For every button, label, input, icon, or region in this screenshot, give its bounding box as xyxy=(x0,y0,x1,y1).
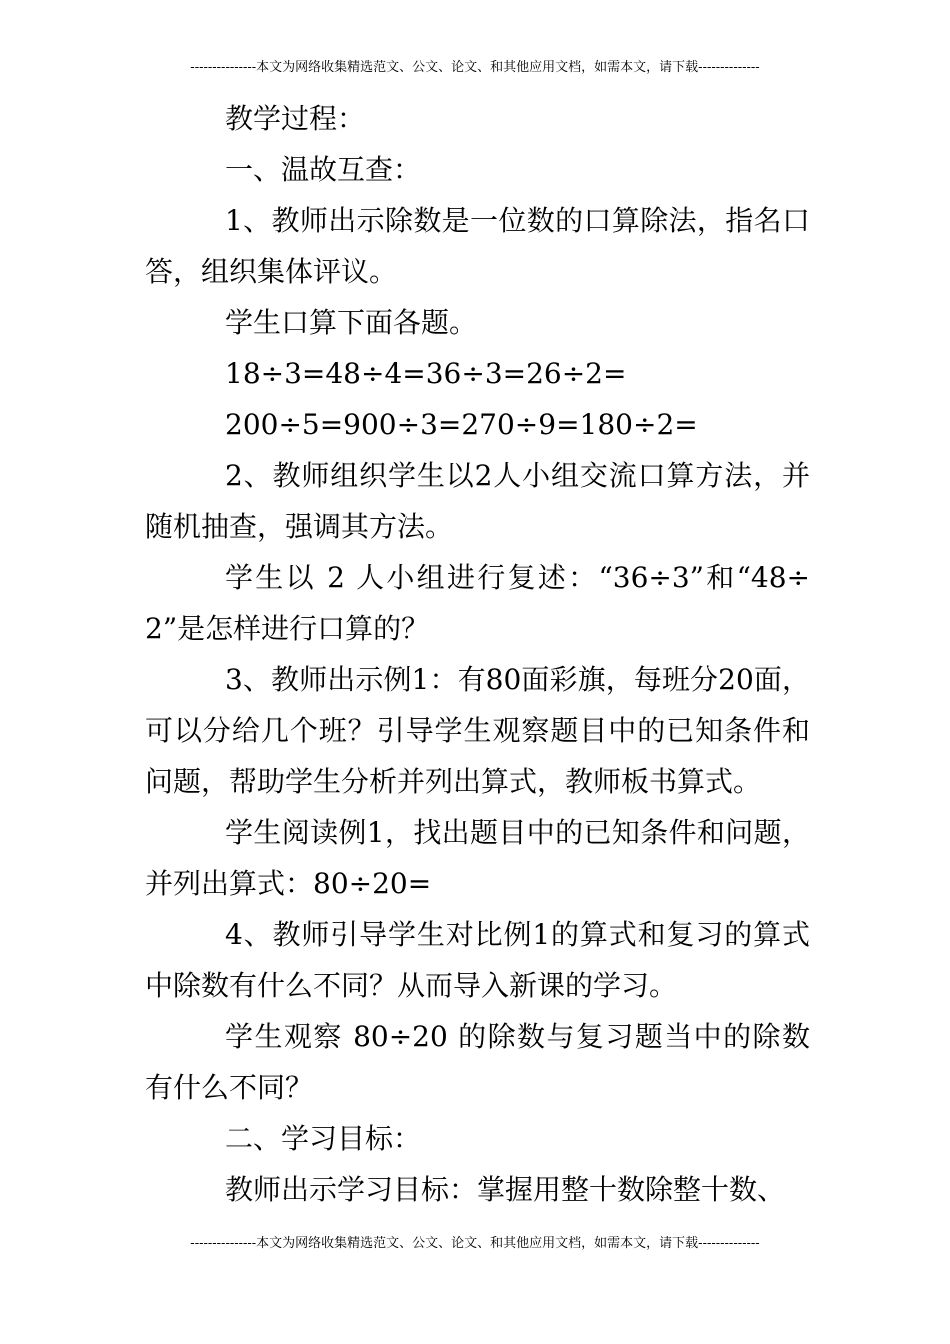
paragraph-student-task-4: 学生观察 80÷20 的除数与复习题当中的除数有什么不同？ xyxy=(145,1020,810,1104)
math-exercises-row-1: 18÷3=48÷4=36÷3=26÷2= xyxy=(225,357,627,390)
paragraph-objectives: 教师出示学习目标：掌握用整十数除整十数、 xyxy=(225,1173,786,1206)
math-exercises-row-2: 200÷5=900÷3=270÷9=180÷2= xyxy=(225,408,698,441)
document-body xyxy=(145,93,810,1215)
paragraph-student-task-2: 学生以 2 人小组进行复述：“36÷3”和“48÷2”是怎样进行口算的？ xyxy=(145,561,810,645)
section-heading-review: 一、温故互查： xyxy=(225,153,422,186)
paragraph-student-task-1: 学生口算下面各题。 xyxy=(225,306,478,339)
paragraph-step-2: 2、教师组织学生以2人小组交流口算方法，并随机抽查，强调其方法。 xyxy=(145,459,810,543)
page-footer: ---------------本文为网络收集精选范文、公文、论文、和其他应用文档，如需本文，请下载-------------- xyxy=(190,1236,760,1251)
section-heading-objectives: 二、学习目标： xyxy=(225,1122,422,1155)
page-header: ---------------本文为网络收集精选范文、公文、论文、和其他应用文档，如需本文，请下载-------------- xyxy=(190,60,760,75)
section-heading-process: 教学过程： xyxy=(225,102,366,135)
paragraph-step-1: 1、教师出示除数是一位数的口算除法，指名口答，组织集体评议。 xyxy=(145,204,810,288)
paragraph-student-task-3: 学生阅读例1，找出题目中的已知条件和问题，并列出算式：80÷20= xyxy=(145,816,810,900)
paragraph-step-3: 3、教师出示例1：有80面彩旗，每班分20面，可以分给几个班？引导学生观察题目中的已知条件和问题，帮助学生分析并列出算式，教师板书算式。 xyxy=(145,663,810,798)
paragraph-step-4: 4、教师引导学生对比例1的算式和复习的算式中除数有什么不同？从而导入新课的学习。 xyxy=(145,918,810,1002)
